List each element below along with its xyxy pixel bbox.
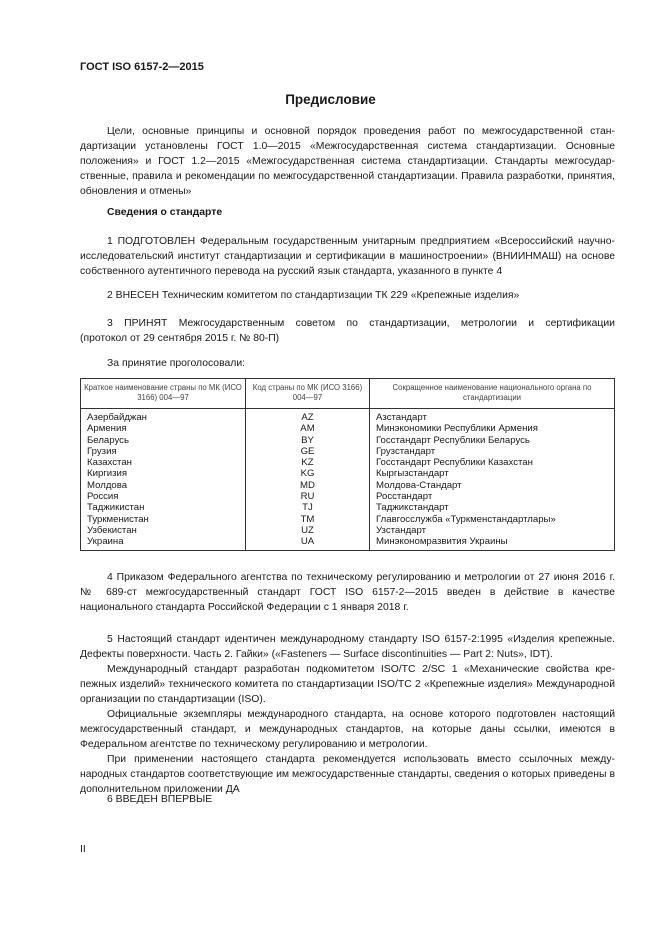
- table-row: [81, 480, 615, 491]
- country-name: Россия: [81, 491, 246, 502]
- voted-label: За принятие проголосовали:: [107, 358, 246, 369]
- country-code: AM: [246, 423, 370, 434]
- standards-body: Молдова-Стандарт: [370, 480, 615, 491]
- country-code: TJ: [246, 502, 370, 513]
- item-3-line-1: 3 ПРИНЯТ Межгосударственным советом по стандартизации, метрологии и сертификации: [107, 318, 615, 329]
- section-subtitle: Сведения о стандарте: [107, 207, 223, 218]
- header-country-code: Код страны по МК (ИСО 3166) 004—97: [246, 379, 370, 409]
- item-1-paragraph: 1 ПОДГОТОВЛЕН Федеральным государственным унитарным предприятием «Всероссийский научно-исследовательский институт стандартизации и сертификации в машиностроении» (ВНИИНМАШ) на основе собственного аутентичного перевода на русский язык стандарта, указанного в пункте 4: [80, 236, 615, 277]
- standards-body: Таджикстандарт: [370, 502, 615, 513]
- document-header: ГОСТ ISO 6157-2—2015: [80, 61, 204, 73]
- item-3-line-2: (протокол от 29 сентября 2015 г. № 80-П): [80, 333, 280, 344]
- item-5-paragraph: 5 Настоящий стандарт идентичен международному стандарту ISO 6157-2:1995 «Изделия крепежные. Дефекты поверхности. Часть 2. Гайки» («Fasteners — Surface discontinuities — Part 2: Nuts», IDT).: [80, 634, 615, 660]
- country-name: Киргизия: [81, 468, 246, 479]
- country-name: Туркменистан: [81, 514, 246, 525]
- table-row: [81, 525, 615, 536]
- standards-body: Минэкономики Республики Армения: [370, 423, 615, 434]
- page-number: II: [80, 843, 86, 855]
- header-country-name: Краткое наименование страны по МК (ИСО 3166) 004—97: [81, 379, 246, 409]
- country-name: Грузия: [81, 446, 246, 457]
- standards-body: Росстандарт: [370, 491, 615, 502]
- item-5-paragraph-4: При применении настоящего стандарта рекомендуется использовать вместо ссылочных международных стандартов соответствующие им межгосударственные стандарты, сведения о которых приведены в дополнительном приложении ДА: [80, 754, 615, 795]
- country-code: MD: [246, 480, 370, 491]
- country-name: Украина: [81, 536, 246, 550]
- table-row: [81, 491, 615, 502]
- standards-body: Минэкономразвития Украины: [370, 536, 615, 550]
- country-code: UZ: [246, 525, 370, 536]
- item-5-paragraph-2: Международный стандарт разработан подкомитетом ISO/TC 2/SC 1 «Механические свойства крепежных изделий» технического комитета по стандартизации ISO/TC 2 «Крепежные изделия» Международной организации по стандартизации (ISO).: [80, 664, 615, 705]
- table-row: [81, 435, 615, 446]
- country-code: KG: [246, 468, 370, 479]
- header-standards-body: Сокращенное наименование национального органа по стандартизации: [370, 379, 615, 409]
- item-4-paragraph: 4 Приказом Федерального агентства по техническому регулированию и метрологии от 27 июня 2016 г. № 689-ст межгосударственный стандарт ГОСТ ISO 6157-2—2015 введен в действие в качестве национального стандарта Российской Федерации с 1 января 2018 г.: [80, 572, 615, 613]
- table-row: [81, 514, 615, 525]
- country-name: Молдова: [81, 480, 246, 491]
- country-name: Казахстан: [81, 457, 246, 468]
- country-code: GE: [246, 446, 370, 457]
- country-name: Таджикистан: [81, 502, 246, 513]
- standards-body: Кыргызстандарт: [370, 468, 615, 479]
- page-title: Предисловие: [285, 92, 376, 107]
- standards-body: Главгосслужба «Туркменстандартлары»: [370, 514, 615, 525]
- item-2-paragraph: 2 ВНЕСЕН Техническим комитетом по стандартизации ТК 229 «Крепежные изделия»: [107, 290, 520, 301]
- table-row: [81, 536, 615, 550]
- country-name: Узбекистан: [81, 525, 246, 536]
- table-row: [81, 446, 615, 457]
- table-header-row: [81, 379, 615, 409]
- country-code: BY: [246, 435, 370, 446]
- country-code: AZ: [246, 409, 370, 424]
- standards-body: Азстандарт: [370, 409, 615, 424]
- table-row: [81, 502, 615, 513]
- country-code: UA: [246, 536, 370, 550]
- country-name: Армения: [81, 423, 246, 434]
- country-code: KZ: [246, 457, 370, 468]
- voting-table: [80, 378, 615, 551]
- standards-body: Грузстандарт: [370, 446, 615, 457]
- standards-body: Госстандарт Республики Беларусь: [370, 435, 615, 446]
- country-code: TM: [246, 514, 370, 525]
- table-row: [81, 468, 615, 479]
- country-code: RU: [246, 491, 370, 502]
- standards-body: Госстандарт Республики Казахстан: [370, 457, 615, 468]
- country-name: Азербайджан: [81, 409, 246, 424]
- country-name: Беларусь: [81, 435, 246, 446]
- item-5-paragraph-3: Официальные экземпляры международного стандарта, на основе которого подготовлен настоящий межгосударственный стандарт, и международных стандартов, на которые даны ссылки, имеются в Федеральном агентстве по техническому регулированию и метрологии.: [80, 709, 615, 750]
- intro-paragraph: Цели, основные принципы и основной порядок проведения работ по межгосударственной стандартизации установлены ГОСТ 1.0—2015 «Межгосударственная система стандартизации. Основные положения» и ГОСТ 1.2—2015 «Межгосударственная система стандартизации. Стандарты межгосударственные, правила и рекомендации по межгосударственной стандартизации. Правила разработки, принятия, обновления и отмены»: [80, 126, 615, 197]
- table-row: [81, 457, 615, 468]
- table-row: [81, 409, 615, 424]
- table-row: [81, 423, 615, 434]
- standards-body: Узстандарт: [370, 525, 615, 536]
- item-6-paragraph: 6 ВВЕДЕН ВПЕРВЫЕ: [107, 794, 213, 805]
